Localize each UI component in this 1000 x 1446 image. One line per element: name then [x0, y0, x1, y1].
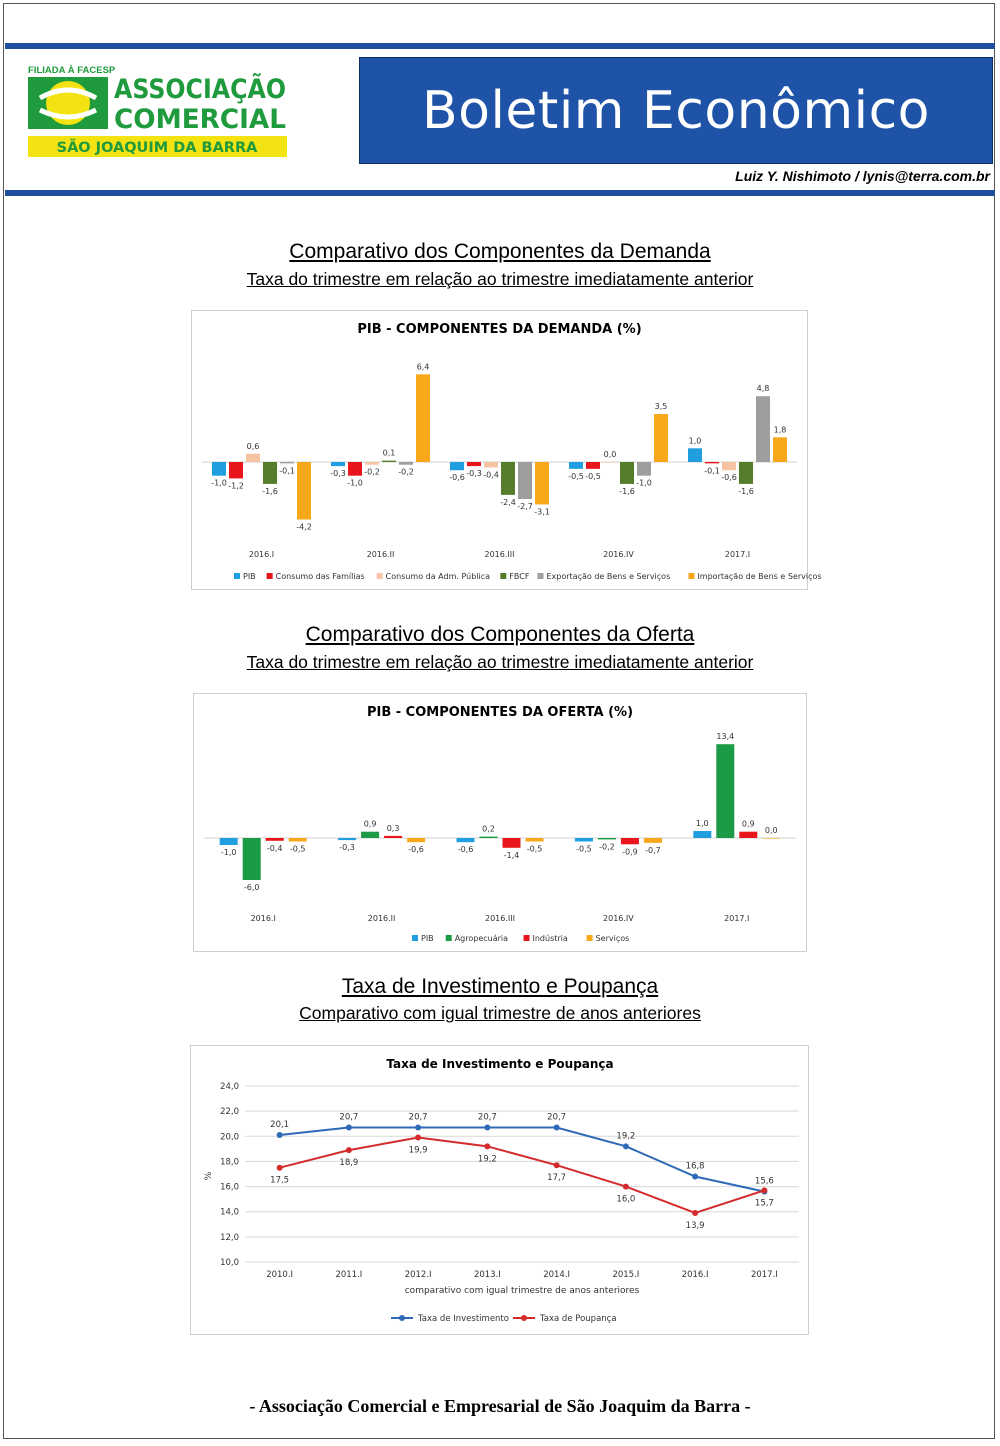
bar-2016.IV-PIB: [575, 838, 593, 842]
bar-2016.III-PIB: [450, 462, 464, 470]
data-label: -6,0: [243, 883, 260, 892]
data-label: 20,7: [408, 1112, 428, 1123]
data-label: 19,2: [477, 1154, 497, 1165]
bar-2016.IV-FBCF: [620, 462, 634, 484]
bar-2016.I-Agropecuária: [243, 838, 261, 880]
category-label: 2016.I: [250, 914, 276, 923]
data-label: 20,7: [339, 1112, 359, 1123]
bar-2017.I-Agropecuária: [716, 744, 734, 838]
data-label: -0,3: [339, 843, 355, 853]
legend-label: Indústria: [532, 934, 568, 943]
bar-2017.I-PIB: [693, 831, 711, 838]
association-logo: [26, 64, 310, 160]
investment-section-title: Taxa de Investimento e Poupança: [341, 975, 659, 998]
data-label: -0,5: [289, 844, 306, 854]
series-point-Taxa de Investimento: [484, 1124, 490, 1130]
header-top-rule: [5, 43, 995, 49]
data-label: 15,7: [754, 1198, 774, 1209]
x-axis-label: comparativo com igual trimestre de anos anteriores: [404, 1286, 640, 1296]
logo-name-line1: ASSOCIAÇÃO: [114, 74, 310, 105]
data-label: -0,4: [266, 843, 283, 853]
data-label: -0,1: [279, 466, 295, 476]
y-axis-label: %: [204, 1171, 214, 1181]
series-point-Taxa de Investimento: [554, 1124, 560, 1130]
data-label: 19,2: [616, 1131, 636, 1142]
bar-2016.I-Serviços: [289, 838, 307, 842]
x-tick-label: 2015.I: [612, 1270, 640, 1280]
investment-section-subtitle: Comparativo com igual trimestre de anos anteriores: [299, 1003, 701, 1023]
bar-2016.I-Importação de Bens e Serviços: [297, 462, 311, 520]
bar-2016.II-PIB: [331, 462, 345, 466]
bar-2016.III-Consumo das Famílias: [467, 462, 481, 466]
data-label: -0,5: [585, 471, 601, 481]
bar-2016.I-PIB: [220, 838, 238, 845]
data-label: 0,0: [603, 450, 617, 459]
legend-swatch-Importação de Bens e Serviços: [688, 573, 694, 579]
series-point-Taxa de Poupança: [346, 1147, 352, 1153]
data-label: -1,0: [636, 478, 652, 488]
bar-2017.I-Importação de Bens e Serviços: [773, 437, 787, 462]
data-label: -4,2: [296, 522, 312, 532]
bar-2017.I-Exportação de Bens e Serviços: [756, 396, 770, 462]
legend-swatch-Consumo das Famílias: [267, 573, 273, 579]
y-tick-label: 14,0: [220, 1207, 239, 1218]
data-label: 15,6: [754, 1176, 774, 1187]
data-label: -0,5: [526, 844, 543, 854]
series-point-Taxa de Investimento: [346, 1124, 352, 1130]
legend-swatch-FBCF: [500, 573, 506, 579]
series-point-Taxa de Poupança: [277, 1165, 283, 1171]
y-tick-label: 22,0: [220, 1107, 239, 1118]
bar-2017.I-Indústria: [739, 832, 757, 838]
bar-2016.II-Consumo das Famílias: [348, 462, 362, 476]
bar-2017.I-Consumo da Adm. Pública: [722, 462, 736, 470]
data-label: -1,2: [228, 481, 244, 491]
x-tick-label: 2016.I: [681, 1270, 709, 1280]
x-tick-label: 2017.I: [750, 1270, 778, 1280]
series-point-Taxa de Investimento: [692, 1174, 698, 1180]
data-label: -1,6: [619, 486, 635, 496]
bar-2016.II-Consumo da Adm. Pública: [365, 462, 379, 465]
bulletin-title-banner: [359, 57, 993, 164]
x-tick-label: 2014.I: [543, 1270, 571, 1280]
x-tick-label: 2013.I: [473, 1270, 501, 1280]
data-label: -0,6: [457, 845, 474, 855]
bar-2016.IV-Importação de Bens e Serviços: [654, 414, 668, 462]
bar-2016.II-PIB: [338, 838, 356, 840]
data-label: -1,6: [262, 486, 278, 496]
y-tick-label: 12,0: [220, 1232, 239, 1243]
data-label: -0,3: [466, 469, 482, 479]
data-label: 13,4: [716, 732, 735, 742]
data-label: 3,5: [654, 402, 668, 412]
investment-chart-panel: [190, 1045, 809, 1335]
data-label: -0,3: [330, 469, 346, 479]
legend-label: Consumo da Adm. Pública: [385, 572, 491, 581]
data-label: -1,0: [347, 478, 363, 488]
bar-2017.I-Consumo das Famílias: [705, 462, 719, 463]
bar-2016.IV-Consumo das Famílias: [586, 462, 600, 469]
category-label: 2016.III: [484, 550, 515, 559]
legend-label: Exportação de Bens e Serviços: [546, 572, 671, 581]
data-label: -1,0: [220, 848, 237, 857]
x-tick-label: 2010.I: [266, 1270, 294, 1280]
bulletin-title: Boletim Econômico: [422, 80, 930, 141]
data-label: -2,7: [517, 501, 533, 511]
series-point-Taxa de Poupança: [554, 1162, 560, 1168]
data-label: 0,9: [363, 819, 377, 829]
investment-chart: [191, 1046, 808, 1334]
data-label: -0,1: [704, 466, 720, 476]
data-label: 17,5: [270, 1175, 290, 1186]
data-label: 0,2: [482, 824, 495, 834]
data-label: 4,8: [756, 384, 770, 394]
data-label: 1,8: [773, 425, 787, 435]
chart-title: Taxa de Investimento e Poupança: [386, 1057, 614, 1071]
bar-2017.I-Serviços: [762, 838, 780, 839]
bar-2016.IV-Agropecuária: [598, 838, 616, 839]
demand-section-subtitle: Taxa do trimestre em relação ao trimestre imediatamente anterior: [246, 269, 754, 289]
data-label: 0,6: [246, 441, 260, 451]
legend-swatch-Consumo da Adm. Pública: [377, 573, 383, 579]
data-label: -0,2: [364, 467, 380, 477]
y-tick-label: 16,0: [220, 1182, 239, 1193]
data-label: 1,0: [695, 819, 709, 828]
category-label: 2016.II: [366, 550, 395, 559]
demand-section-title: Comparativo dos Componentes da Demanda: [289, 240, 711, 263]
data-label: 18,9: [339, 1158, 359, 1169]
bar-2016.I-PIB: [212, 462, 226, 476]
x-tick-label: 2012.I: [404, 1270, 432, 1280]
data-label: -0,5: [568, 471, 584, 481]
bar-2016.IV-Consumo da Adm. Pública: [603, 462, 617, 463]
data-label: 0,0: [764, 826, 778, 835]
category-label: 2017.I: [724, 550, 751, 559]
legend-swatch-Agropecuária: [446, 935, 452, 941]
data-label: -3,1: [534, 507, 550, 517]
logo-city: SÃO JOAQUIM DA BARRA: [56, 140, 258, 156]
footer-association-name: - Associação Comercial e Empresarial de São Joaquim da Barra -: [249, 1396, 751, 1416]
data-label: 19,9: [408, 1145, 428, 1156]
bar-2017.I-FBCF: [739, 462, 753, 484]
bar-2017.I-PIB: [688, 448, 702, 462]
data-label: -0,5: [576, 844, 592, 854]
bar-2016.III-Importação de Bens e Serviços: [535, 462, 549, 504]
data-label: -1,0: [211, 478, 227, 488]
legend-swatch-Indústria: [524, 935, 530, 941]
data-label: -2,4: [500, 497, 516, 507]
legend-label: PIB: [243, 572, 256, 581]
bar-2016.IV-Indústria: [621, 838, 639, 844]
demand-chart: [192, 311, 822, 589]
legend-marker-Taxa de Investimento: [399, 1315, 405, 1321]
logo-name-line2: COMERCIAL: [114, 104, 286, 135]
chart-title: PIB - COMPONENTES DA OFERTA (%): [366, 705, 634, 720]
data-label: 20,1: [270, 1120, 290, 1131]
bar-2016.II-Importação de Bens e Serviços: [416, 374, 430, 462]
bar-2016.II-Agropecuária: [361, 832, 379, 838]
category-label: 2016.II: [367, 914, 396, 923]
bar-2016.I-FBCF: [263, 462, 277, 484]
series-point-Taxa de Poupança: [692, 1210, 698, 1216]
legend-swatch-PIB: [412, 935, 418, 941]
series-point-Taxa de Poupança: [415, 1135, 421, 1141]
bar-2016.II-Exportação de Bens e Serviços: [399, 462, 413, 465]
data-label: 17,7: [547, 1173, 567, 1184]
legend-label: Importação de Bens e Serviços: [697, 572, 822, 581]
bar-2016.III-Serviços: [526, 838, 544, 842]
series-point-Taxa de Investimento: [623, 1143, 629, 1149]
demand-chart-panel: [191, 310, 822, 590]
data-label: 6,4: [416, 362, 430, 372]
data-label: -0,2: [398, 467, 414, 477]
bar-2016.III-FBCF: [501, 462, 515, 495]
legend-label: FBCF: [509, 572, 530, 581]
series-point-Taxa de Investimento: [415, 1124, 421, 1130]
bar-2016.I-Exportação de Bens e Serviços: [280, 462, 294, 463]
data-label: -0,9: [622, 847, 638, 857]
data-label: 20,7: [547, 1112, 567, 1123]
data-label: -1,6: [738, 486, 754, 496]
category-label: 2017.I: [724, 914, 750, 923]
supply-chart: [194, 694, 806, 951]
category-label: 2016.IV: [603, 914, 634, 923]
bar-2016.III-Exportação de Bens e Serviços: [518, 462, 532, 499]
chart-title: PIB - COMPONENTES DA DEMANDA (%): [357, 322, 642, 337]
legend-swatch-Exportação de Bens e Serviços: [538, 573, 544, 579]
bar-2016.III-Agropecuária: [480, 837, 498, 838]
bar-2016.I-Consumo das Famílias: [229, 462, 243, 478]
bar-2016.II-FBCF: [382, 461, 396, 462]
y-tick-label: 18,0: [220, 1157, 239, 1168]
bar-2016.I-Consumo da Adm. Pública: [246, 454, 260, 462]
data-label: 20,7: [477, 1112, 497, 1123]
bar-2016.IV-Exportação de Bens e Serviços: [637, 462, 651, 476]
data-label: -0,4: [483, 470, 499, 480]
legend-marker-Taxa de Poupança: [521, 1315, 527, 1321]
legend-label: PIB: [421, 934, 434, 943]
data-label: -1,4: [503, 850, 520, 860]
data-label: 16,8: [685, 1161, 705, 1172]
legend-label: Consumo das Famílias: [275, 572, 365, 581]
legend-label: Taxa de Poupança: [540, 1314, 617, 1324]
bar-2016.III-Indústria: [503, 838, 521, 848]
category-label: 2016.I: [248, 550, 275, 559]
category-label: 2016.III: [485, 914, 515, 923]
logo-top-line: FILIADA À FACESP: [28, 65, 116, 76]
bar-2016.IV-Serviços: [644, 838, 662, 843]
legend-swatch-PIB: [234, 573, 240, 579]
legend-swatch-Serviços: [587, 935, 593, 941]
legend-label: Taxa de Investimento: [418, 1314, 509, 1324]
category-label: 2016.IV: [603, 550, 634, 559]
series-point-Taxa de Investimento: [277, 1132, 283, 1138]
bar-2016.II-Indústria: [384, 836, 402, 838]
y-tick-label: 20,0: [220, 1132, 239, 1143]
series-point-Taxa de Poupança: [484, 1143, 490, 1149]
bar-2016.III-PIB: [457, 838, 475, 842]
author-credit: Luiz Y. Nishimoto / lynis@terra.com.br: [735, 168, 990, 184]
data-label: 0,1: [382, 448, 396, 458]
data-label: -0,7: [645, 845, 661, 855]
bar-2016.IV-PIB: [569, 462, 583, 469]
data-label: -0,6: [408, 845, 424, 855]
legend-label: Serviços: [595, 934, 630, 943]
data-label: -0,6: [721, 473, 737, 483]
data-label: 0,9: [741, 819, 755, 829]
y-tick-label: 24,0: [220, 1082, 239, 1092]
data-label: 0,3: [386, 823, 400, 833]
bar-2016.II-Serviços: [407, 838, 425, 842]
supply-section-subtitle: Taxa do trimestre em relação ao trimestre imediatamente anterior: [246, 652, 754, 672]
data-label: 16,0: [616, 1194, 636, 1205]
data-label: -0,6: [449, 473, 465, 483]
data-label: 13,9: [685, 1220, 705, 1231]
bar-2016.I-Indústria: [266, 838, 284, 841]
x-tick-label: 2011.I: [335, 1270, 363, 1280]
header-bottom-rule: [5, 190, 995, 196]
supply-chart-panel: [193, 693, 807, 952]
series-point-Taxa de Poupança: [761, 1187, 767, 1193]
supply-section-title: Comparativo dos Componentes da Oferta: [305, 623, 695, 646]
series-point-Taxa de Poupança: [623, 1184, 629, 1190]
bar-2016.III-Consumo da Adm. Pública: [484, 462, 498, 467]
legend-label: Agropecuária: [454, 934, 509, 943]
y-tick-label: 10,0: [220, 1258, 239, 1268]
data-label: -0,2: [599, 842, 615, 852]
data-label: 1,0: [688, 436, 702, 446]
